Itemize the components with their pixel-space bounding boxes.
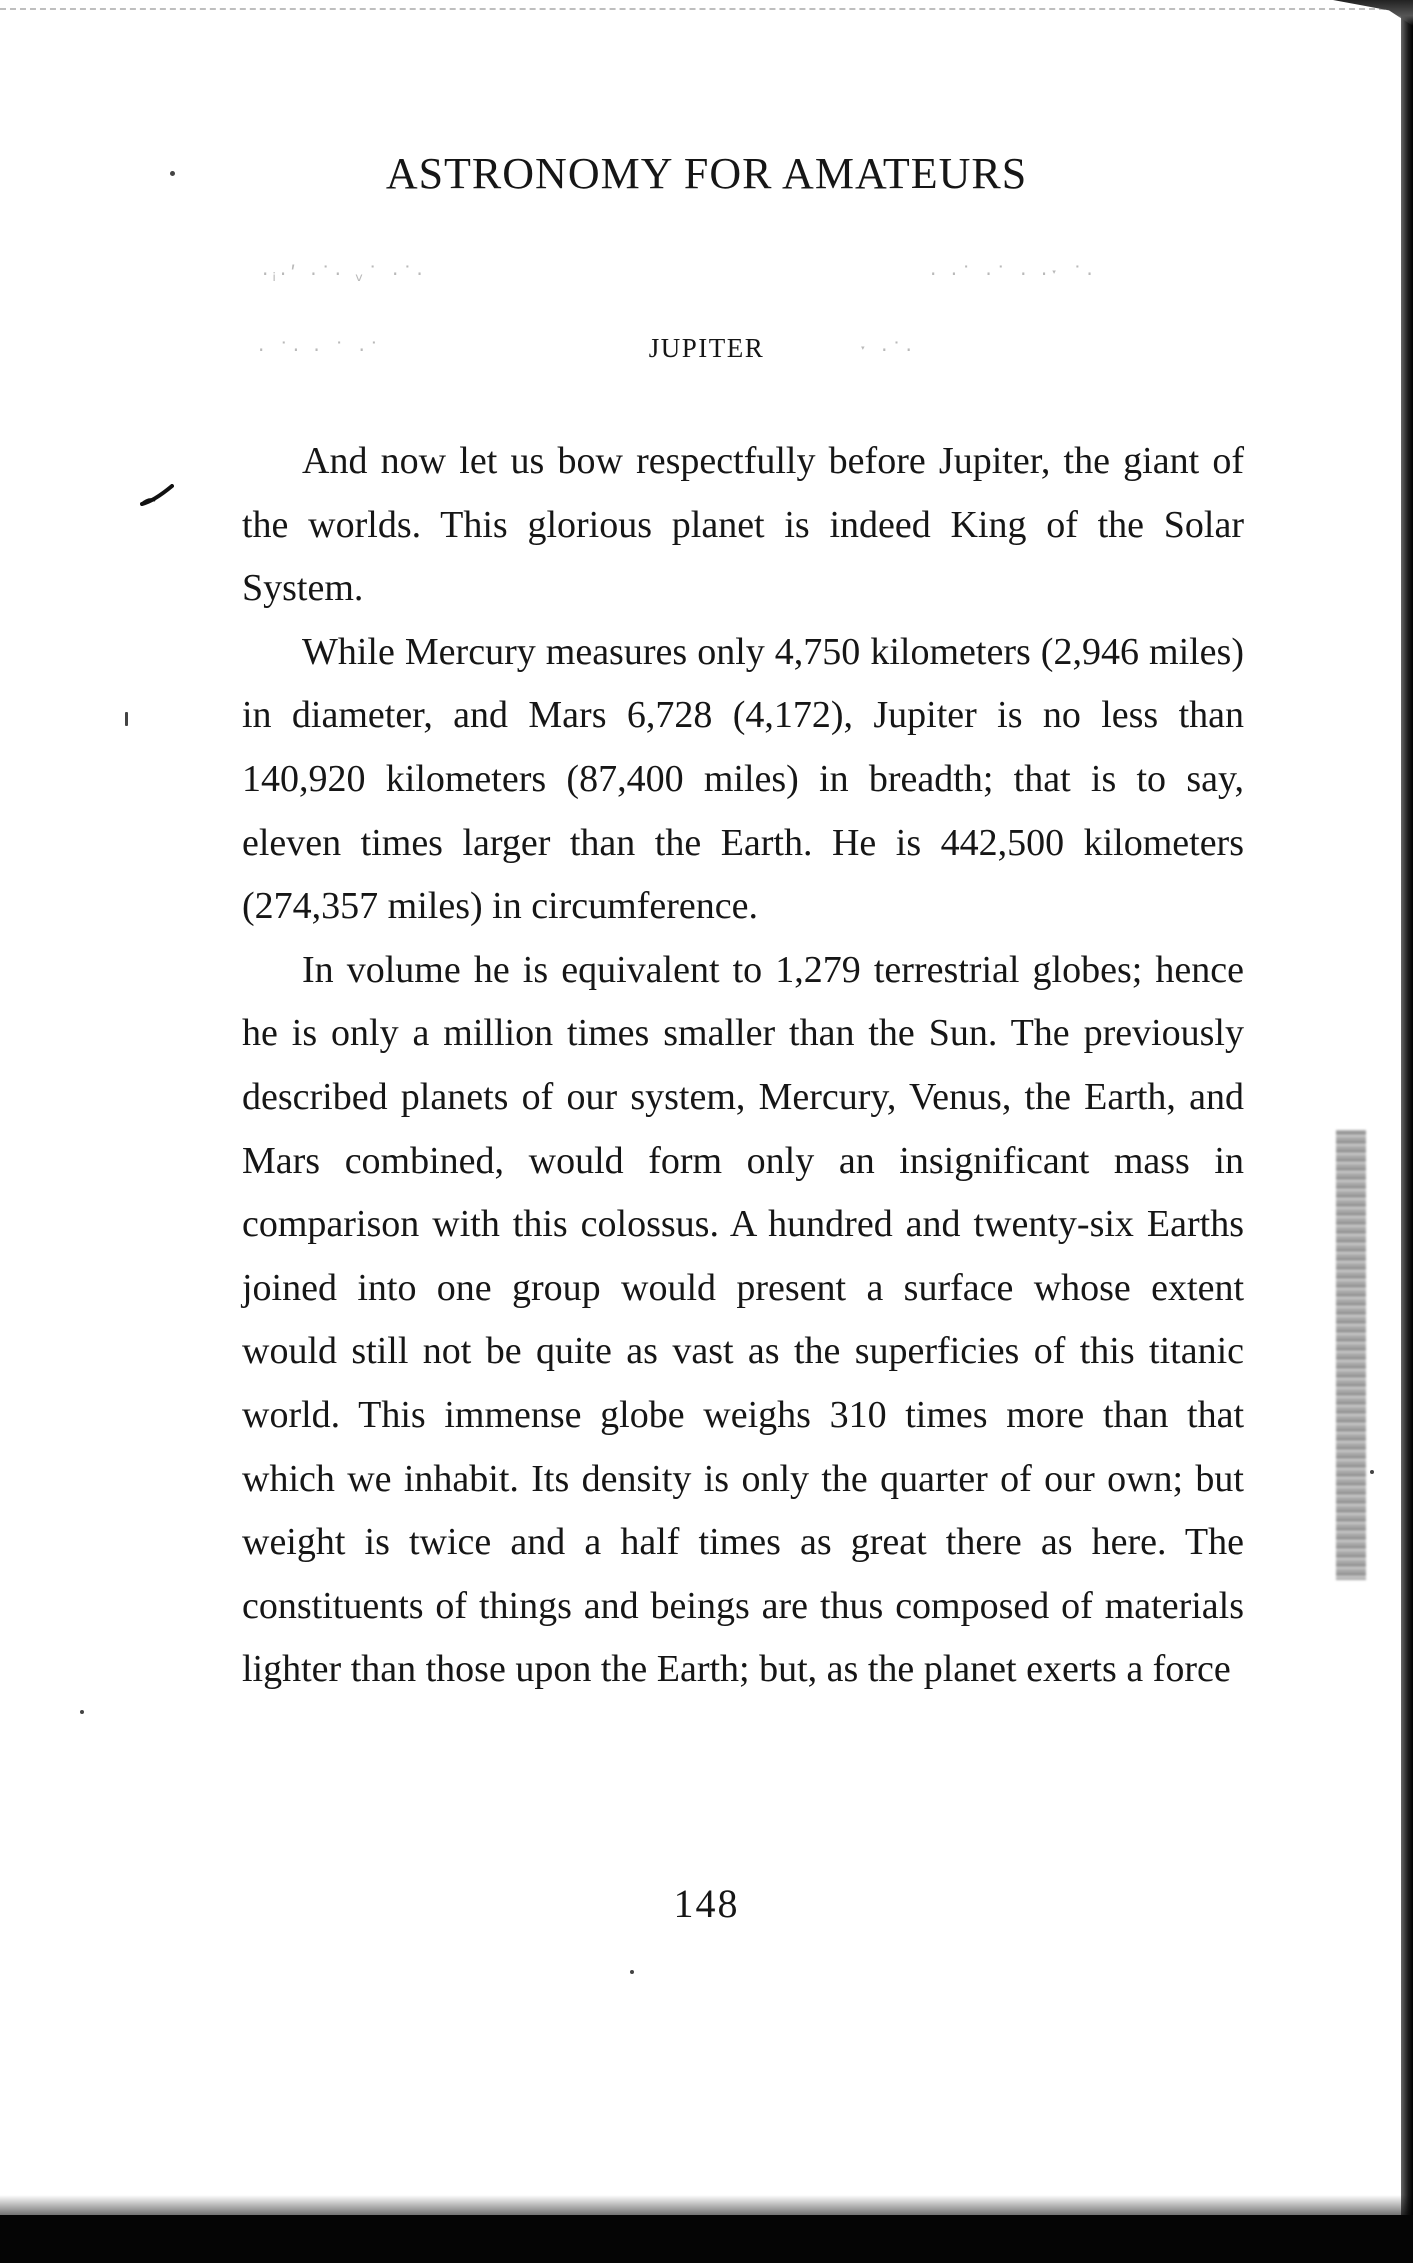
scan-binding-shadow	[1336, 1130, 1366, 1580]
page-number: 148	[673, 1881, 740, 1926]
scan-bleed-through: ˑ ·˙·	[860, 338, 916, 362]
scan-speck	[630, 1970, 634, 1974]
body-text	[242, 430, 1244, 1702]
scan-bottom-fade	[0, 2195, 1413, 2215]
scan-bleed-through: · ˙· · ˙ ·˙	[258, 338, 383, 362]
paragraph: In volume he is equivalent to 1,279 terrestrial globes; hence he is only a million times smaller than the Sun. The previously described planets of our system, Mercury, Venus, the Earth, and Mars combined, would form only an insignificant mass in comparison with this colossus. A hundred and twenty-six Earths joined into one group would present a surface whose extent would still not be quite as vast as the superficies of this titanic world. This immense globe weighs 310 times more than that which we inhabit. Its density is only the quarter of our own; but weight is twice and a half times as great there as here. The constituents of things and beings are thus composed of materials lighter than those upon the Earth; but, as the planet exerts a force	[242, 948, 1244, 1691]
running-head: ASTRONOMY FOR AMATEURS	[385, 149, 1028, 198]
scan-bleed-through: · ·˙ ·˙ · ·ˑ ˙·	[930, 262, 1097, 286]
scan-speck	[1370, 1470, 1374, 1474]
scan-bottom-edge	[0, 2215, 1413, 2263]
scan-speck	[80, 1710, 84, 1714]
paragraph: And now let us bow respectfully before Jupiter, the giant of the worlds. This glorious planet is indeed King of the Solar System.	[242, 440, 1244, 610]
section-heading: JUPITER	[648, 333, 765, 363]
paragraph: While Mercury measures only 4,750 kilometers (2,946 miles) in diameter, and Mars 6,728 (4,172), Jupiter is no less than 140,920 kilometers (87,400 miles) in breadth; that is to say, eleven times larger than the Earth. He is 442,500 kilometers (274,357 miles) in circumference.	[242, 630, 1244, 928]
scan-bleed-through: ·ᵢ·ʹ ·˙· ᵥ˙ ·˙·	[262, 262, 427, 286]
scan-speck	[125, 712, 128, 726]
scan-top-edge	[0, 8, 1385, 10]
pencil-check-mark	[140, 484, 174, 508]
